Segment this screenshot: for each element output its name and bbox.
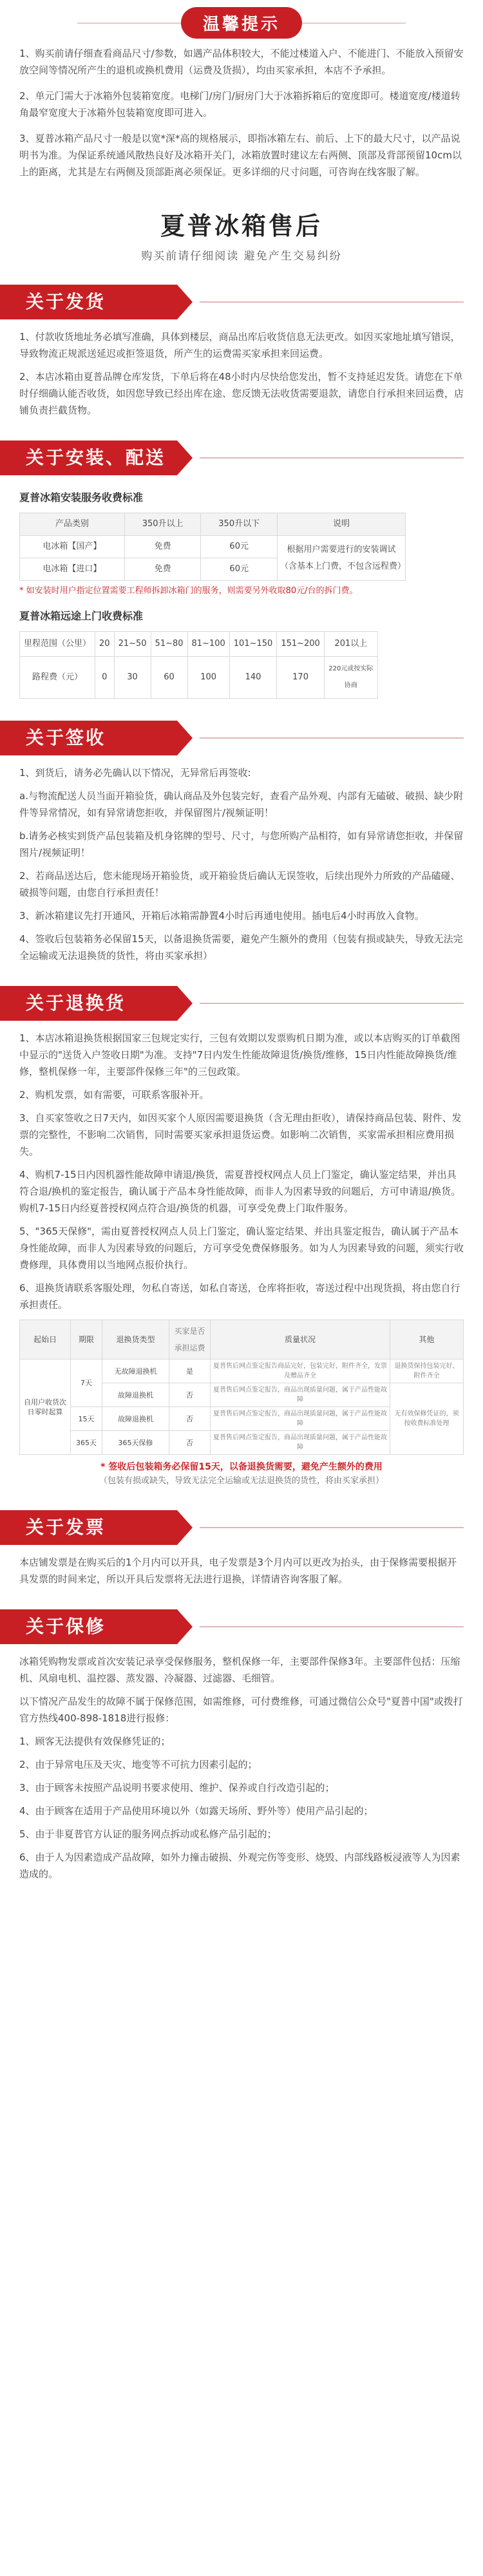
returns-table: [19, 1320, 464, 1455]
table-cell: 365天保修: [102, 1431, 169, 1455]
table-cell: 免费: [124, 536, 201, 558]
warranty-paragraph: 冰箱凭购物发票或首次安装记录享受保修服务，整机保修一年，主要部件保修3年。主要部件包括：压缩机、风扇电机、温控器、蒸发器、冷凝器、过滤器、毛细管。: [19, 1656, 460, 1684]
shipping-body: [0, 319, 483, 419]
table-cell: 无故障退换机: [102, 1359, 169, 1383]
table-row: [20, 632, 378, 657]
returns-paragraph: 6、退换货请联系客服处理，勿私自寄送，如私自寄送，仓库将拒收，寄送过程中出现货损，将由您自行承担责任。: [19, 1282, 460, 1311]
install-note: * 如安装时用户指定位置需要工程师拆卸冰箱门的服务，则需要另外收取80元/台的拆门费。: [19, 586, 358, 596]
table-cell: 是: [169, 1359, 211, 1383]
table-header: 说明: [278, 513, 406, 536]
warranty-paragraph: 2、由于异常电压及天灾、地变等不可抗力因素引起的；: [19, 1759, 258, 1770]
page-subtitle: 购买前请仔细阅读 避免产生交易纠纷: [141, 250, 342, 263]
section-header-sign: [0, 721, 483, 755]
section-title-returns: 关于退换货: [26, 992, 126, 1014]
table-cell: 151~200: [277, 632, 325, 657]
table-cell: 100: [187, 657, 229, 699]
table-cell: 60元: [201, 536, 278, 558]
table-cell: 退换货保持包装完好，附件齐全: [390, 1359, 464, 1383]
warranty-paragraph: 5、由于非夏普官方认证的服务网点拆动或私修产品引起的；: [19, 1828, 277, 1840]
sign-paragraph: b.请务必核实到货产品包装箱及机身铭牌的型号、尺寸，与您所购产品相符，如有异常请您拒收，并保留图片/视频证明！: [19, 830, 464, 858]
table-header: 起始日: [20, 1320, 71, 1359]
table-cell: 201以上: [324, 632, 377, 657]
table-cell: 路程费（元）: [20, 657, 95, 699]
table-cell: 夏普售后网点鉴定报告，商品出现质量问题，属于产品性能故障: [211, 1431, 390, 1455]
table-cell: 20: [95, 632, 115, 657]
returns-paragraph: 5、"365天保修"，需由夏普授权网点人员上门鉴定，确认鉴定结果、并出具鉴定报告，确认属于产品本身性能故障，而非人为因素导致的问题后，方可享受免费保修服务。如为人为因素导致的问题，须实行收费修理，具体费用以当地网点报价执行。: [19, 1226, 464, 1271]
table-cell: 101~150: [229, 632, 277, 657]
distance-table-title: 夏普冰箱远途上门收费标准: [19, 610, 144, 622]
table-header: 质量状况: [211, 1320, 390, 1359]
distance-fee-table: [19, 631, 378, 699]
table-cell: 7天: [71, 1359, 102, 1407]
page-title: 夏普冰箱售后: [160, 212, 323, 240]
warranty-paragraph: 4、由于顾客在适用于产品使用环境以外（如露天场所、野外等）使用产品引起的；: [19, 1805, 374, 1817]
table-cell: 15天: [71, 1407, 102, 1431]
shipping-paragraph: 1、付款收货地址务必填写准确，具体到楼层，商品出库后收货信息无法更改。如因买家地址填写错误，导致物流正规派送延迟或拒签退货，所产生的运费需买家承担来回运费。: [19, 331, 460, 359]
tip-paragraph: 1、购买前请仔细查看商品尺寸/参数，如遇产品体积较大，不能过楼道入户、不能进门、不能放入预留安放空间等情况所产生的退机或换机费用（运费及货损），均由买家承担，本店不予承担。: [19, 48, 464, 76]
table-row: [20, 1359, 464, 1383]
tips-header: [0, 0, 483, 45]
returns-paragraph: 3、自买家签收之日7天内，如因买家个人原因需要退换货（含无理由拒收），请保持商品包装、附件、发票的完整性，不影响二次销售，同时需要买家承担退货运费。如影响二次销售，买家需承担相应费用损失。: [19, 1112, 462, 1157]
section-rule: [200, 1527, 464, 1528]
table-cell: 51~80: [151, 632, 187, 657]
table-header: 退换货类型: [102, 1320, 169, 1359]
sign-body: [0, 755, 483, 964]
table-cell: 夏普售后网点鉴定报告，商品出现质量问题，属于产品性能故障: [211, 1383, 390, 1407]
section-rule: [200, 737, 464, 739]
section-rule: [200, 301, 464, 303]
section-header-warranty: [0, 1609, 483, 1644]
section-header-returns: [0, 986, 483, 1021]
table-cell: 否: [169, 1383, 211, 1407]
section-rule: [200, 457, 464, 459]
table-row: [20, 536, 406, 558]
table-cell: 里程范围（公里）: [20, 632, 95, 657]
table-row: [20, 657, 378, 699]
table-cell: 无有效保修凭证的，须按收费标准处理: [390, 1383, 464, 1455]
table-cell: 170: [277, 657, 325, 699]
table-header: 期限: [71, 1320, 102, 1359]
section-title-shipping: 关于发货: [26, 291, 106, 312]
sign-paragraph: 4、签收后包装箱务必保留15天，以备退换货需要，避免产生额外的费用（包装有损或缺失，导致无法完全运输或无法退换货的货性，将由买家承担）: [19, 933, 463, 961]
table-cell: 60: [151, 657, 187, 699]
returns-note: [19, 1460, 464, 1488]
shipping-paragraph: 2、本店冰箱由夏普品牌仓库发货，下单后将在48小时内尽快给您发出，暂不支持延迟发货。请您在下单时仔细确认能否收货，如因您导致已经出库在途、您反馈无法收货需要退款，请您自行承担来回运费，店铺负责拦截货物。: [19, 371, 464, 416]
section-header-install: [0, 440, 483, 475]
table-cell: 电冰箱【进口】: [20, 558, 125, 581]
main-title-block: [0, 206, 483, 263]
table-cell: 否: [169, 1407, 211, 1431]
table-cell: 免费: [124, 558, 201, 581]
warranty-paragraph: 1、顾客无法提供有效保修凭证的；: [19, 1736, 171, 1747]
table-header: 350升以下: [201, 513, 278, 536]
table-cell: 夏普售后网点鉴定报告商品完好，包装完好，附件齐全，发票及赠品齐全: [211, 1359, 390, 1383]
section-title-install: 关于安装、配送: [26, 447, 166, 468]
tip-paragraph: 2、单元门需大于冰箱外包装箱宽度。电梯门/房门/厨房门大于冰箱拆箱后的宽度即可。楼道宽度/楼道转角最窄宽度大于冰箱外包装箱宽度即可进入。: [19, 90, 460, 118]
section-title-warranty: 关于保修: [26, 1616, 106, 1637]
tips-title: 温馨提示: [181, 7, 302, 39]
table-cell: 60元: [201, 558, 278, 581]
table-cell: 自用户收货次日零时起算: [20, 1359, 71, 1455]
invoice-body: [0, 1545, 483, 1587]
warranty-paragraph: 6、由于人为因素造成产品故障，如外力撞击破损、外观完伤等变形、烧毁、内部线路板浸液等人为因素造成的。: [19, 1852, 460, 1880]
returns-note-red: * 签收后包装箱务必保留15天，以备退换货需要，避免产生额外的费用: [100, 1462, 383, 1472]
table-cell: 夏普售后网点鉴定报告，商品出现质量问题，属于产品性能故障: [211, 1407, 390, 1431]
sign-paragraph: a.与物流配送人员当面开箱验货，确认商品及外包装完好，查看产品外观、内部有无磕破、破损、缺少附件等异常情况，如有异常请您拒收，并保留图片/视频证明！: [19, 790, 463, 819]
install-body: [0, 475, 483, 699]
table-cell: 故障退换机: [102, 1383, 169, 1407]
invoice-paragraph: 本店铺发票是在购买后的1个月内可以开具，电子发票是3个月内可以更改为抬头，由于保修需要根据开具发票的时间来定，所以开具后发票将无法进行退换，详情请咨询客服了解。: [19, 1557, 457, 1585]
table-header: 其他: [390, 1320, 464, 1359]
table-cell: 21~50: [114, 632, 151, 657]
table-cell: 故障退换机: [102, 1407, 169, 1431]
table-cell: 220元或按实际协商: [324, 657, 377, 699]
table-cell: 否: [169, 1431, 211, 1455]
returns-note-gray: （包装有损或缺失，导致无法完全运输或无法退换货的货性，将由买家承担）: [99, 1476, 384, 1486]
table-cell: 140: [229, 657, 277, 699]
returns-paragraph: 4、购机7-15日内因机器性能故障申请退/换货，需夏普授权网点人员上门鉴定，确认鉴定结果，并出具符合退/换机的鉴定报告，确认属于产品本身性能故障，而非人为因素导致的问题后，方可申请退/换货。购机7-15日内经夏普授权网点符合退/换货的机器，可享受免费上门取件服务。: [19, 1169, 461, 1214]
warranty-body: [0, 1644, 483, 1882]
table-cell: 根据用户需要进行的安装调试（含基本上门费，不包含远程费）: [278, 536, 406, 581]
install-fee-table: [19, 513, 406, 581]
section-rule: [200, 1626, 464, 1627]
section-header-shipping: [0, 285, 483, 319]
tip-paragraph: 3、夏普冰箱产品尺寸一般是以宽*深*高的规格展示，即指冰箱左右、前后、上下的最大尺寸，以产品说明书为准。为保证系统通风散热良好及冰箱开关门，冰箱放置时建议左右两侧、顶部及背部预留10cm以上的距离，尤其是左右两侧及顶部距离必须保证。更多详细的尺寸问题，可咨询在线客服了解。: [19, 133, 462, 178]
section-title-sign: 关于签收: [26, 727, 106, 748]
table-cell: 81~100: [187, 632, 229, 657]
section-title-invoice: 关于发票: [26, 1517, 106, 1538]
sign-paragraph: 1、到货后，请务必先确认以下情况，无异常后再签收:: [19, 767, 251, 779]
returns-body: [0, 1021, 483, 1488]
table-header: 产品类别: [20, 513, 125, 536]
warranty-paragraph: 以下情况产品发生的故障不属于保修范围，如需维修，可付费维修，可通过微信公众号"夏普中国"或拨打官方热线400-898-1818进行报修：: [19, 1696, 463, 1724]
warranty-paragraph: 3、由于顾客未按照产品说明书要求使用、维护、保养或自行改造引起的；: [19, 1782, 335, 1794]
returns-paragraph: 2、购机发票，如有需要，可联系客服补开。: [19, 1089, 209, 1101]
table-cell: 0: [95, 657, 115, 699]
tips-body: [0, 45, 483, 180]
table-cell: 30: [114, 657, 151, 699]
table-cell: 电冰箱【国产】: [20, 536, 125, 558]
table-header: 350升以上: [124, 513, 201, 536]
returns-paragraph: 1、本店冰箱退换货根据国家三包规定实行，三包有效期以发票购机日期为准，或以本店购买的订单截图中显示的"送货入户签收日期"为准。支持"7日内发生性能故障退货/换货/维修，15日内性能故障换货/维修，整机保修一年，主要部件保修三年"的三包政策。: [19, 1032, 460, 1077]
table-cell: 365天: [71, 1431, 102, 1455]
section-header-invoice: [0, 1510, 483, 1545]
table-header: 买家是否承担运费: [169, 1320, 211, 1359]
section-rule: [200, 1003, 464, 1004]
install-table-title: 夏普冰箱安装服务收费标准: [19, 491, 144, 504]
sign-paragraph: 3、新冰箱建议先打开通风，开箱后冰箱需静置4小时后再通电使用。插电后4小时再放入食物。: [19, 910, 424, 922]
sign-paragraph: 2、若商品送达后，您未能现场开箱验货，或开箱验货后确认无误签收，后续出现外力所致的产品磕碰、破损等问题，由您自行承担责任！: [19, 870, 460, 898]
